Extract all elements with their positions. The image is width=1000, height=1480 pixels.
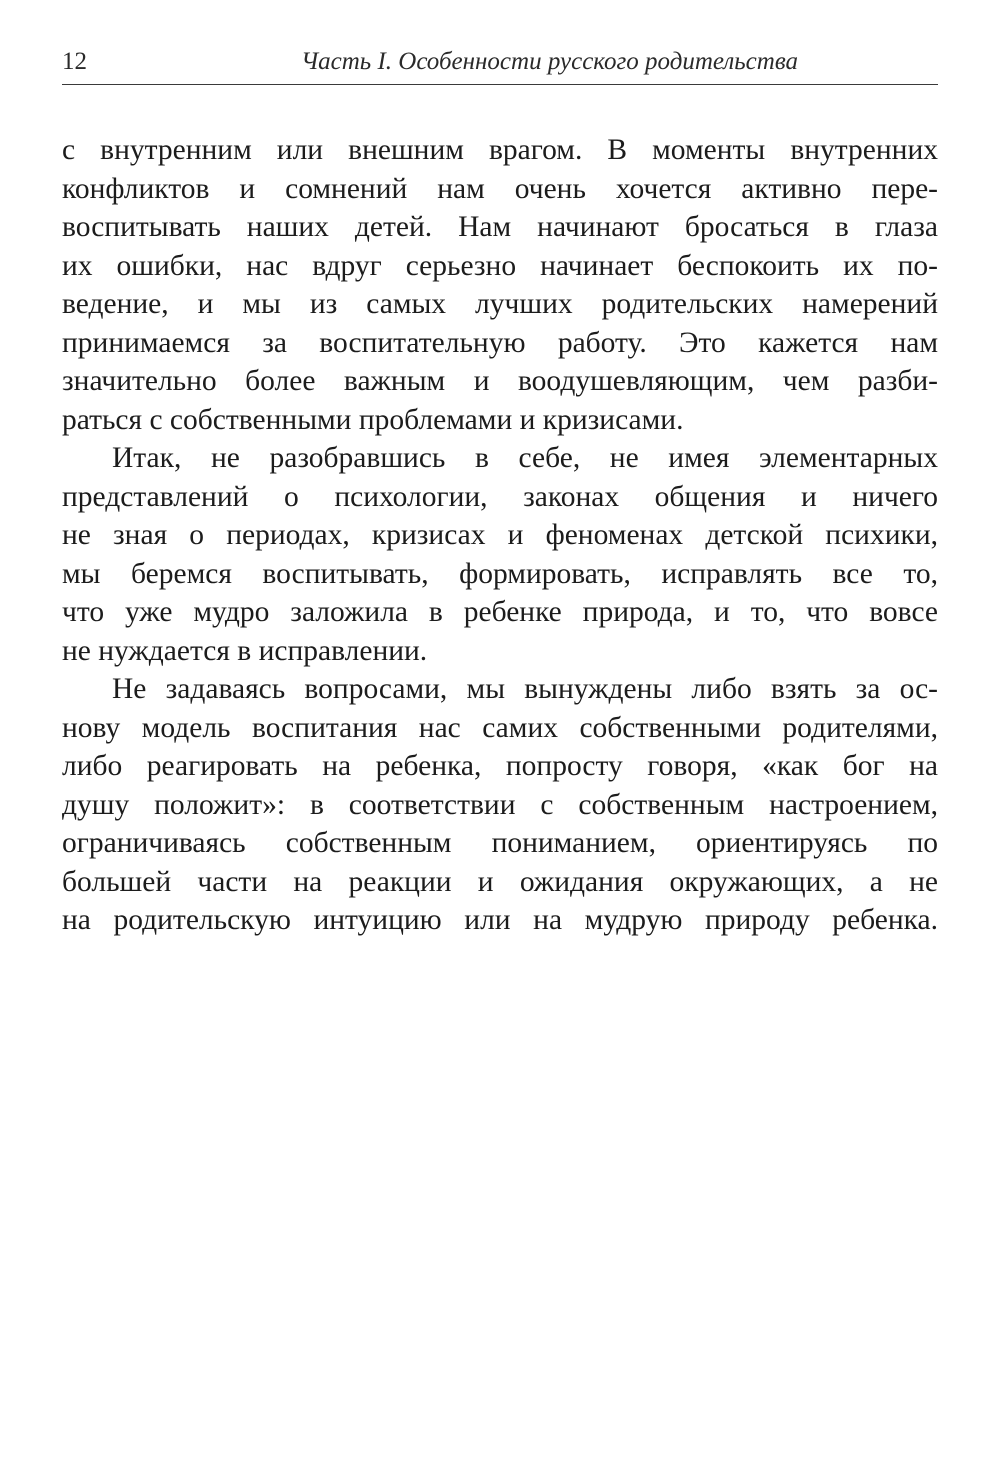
- book-page: [62, 40, 938, 940]
- text-line: мы беремся воспитывать, формировать, исправлять все то,: [62, 557, 938, 590]
- text-line: либо реагировать на ребенка, попросту говоря, «как бог на: [62, 750, 938, 782]
- text-line: с внутренним или внешним врагом. В моменты внутренних: [62, 134, 938, 166]
- paragraph-1: [62, 131, 938, 439]
- body-text: [62, 131, 938, 940]
- text-line: значительно более важным и воодушевляющим, чем разби-: [62, 365, 938, 397]
- text-line: не зная о периодах, кризисах и феноменах детской психики,: [62, 519, 938, 551]
- text-line: не нуждается в исправлении.: [62, 634, 428, 667]
- text-line: их ошибки, нас вдруг серьезно начинает беспокоить их по-: [62, 249, 938, 282]
- text-line: ограничиваясь собственным пониманием, ориентируясь по: [62, 827, 938, 859]
- text-line: воспитывать наших детей. Нам начинают бросаться в глаза: [62, 211, 938, 243]
- paragraph-3: [62, 670, 938, 940]
- running-title: Часть I. Особенности русского родительства: [300, 48, 798, 75]
- text-line: представлений о психологии, законах общения и ничего: [62, 480, 938, 513]
- text-line: на родительскую интуицию или на мудрую природу ребенка.: [62, 904, 938, 936]
- text-line: большей части на реакции и ожидания окружающих, а не: [62, 865, 938, 898]
- text-line: конфликтов и сомнений нам очень хочется активно пере-: [62, 172, 938, 205]
- text-line: ведение, и мы из самых лучших родительских намерений: [62, 288, 938, 320]
- paragraph-2: [62, 439, 938, 670]
- text-line: Не задаваясь вопросами, мы вынуждены либо взять за ос-: [112, 673, 938, 705]
- text-line: принимаемся за воспитательную работу. Это кажется нам: [62, 326, 938, 359]
- text-line: нову модель воспитания нас самих собственными родителями,: [62, 711, 938, 744]
- running-header: [62, 40, 938, 85]
- text-line: раться с собственными проблемами и кризисами.: [62, 403, 684, 436]
- text-line: душу положит»: в соответствии с собственным настроением,: [62, 788, 938, 821]
- text-line: Итак, не разобравшись в себе, не имея элементарных: [112, 442, 938, 474]
- page-number: 12: [62, 48, 87, 75]
- text-line: что уже мудро заложила в ребенке природа, и то, что вовсе: [62, 596, 938, 628]
